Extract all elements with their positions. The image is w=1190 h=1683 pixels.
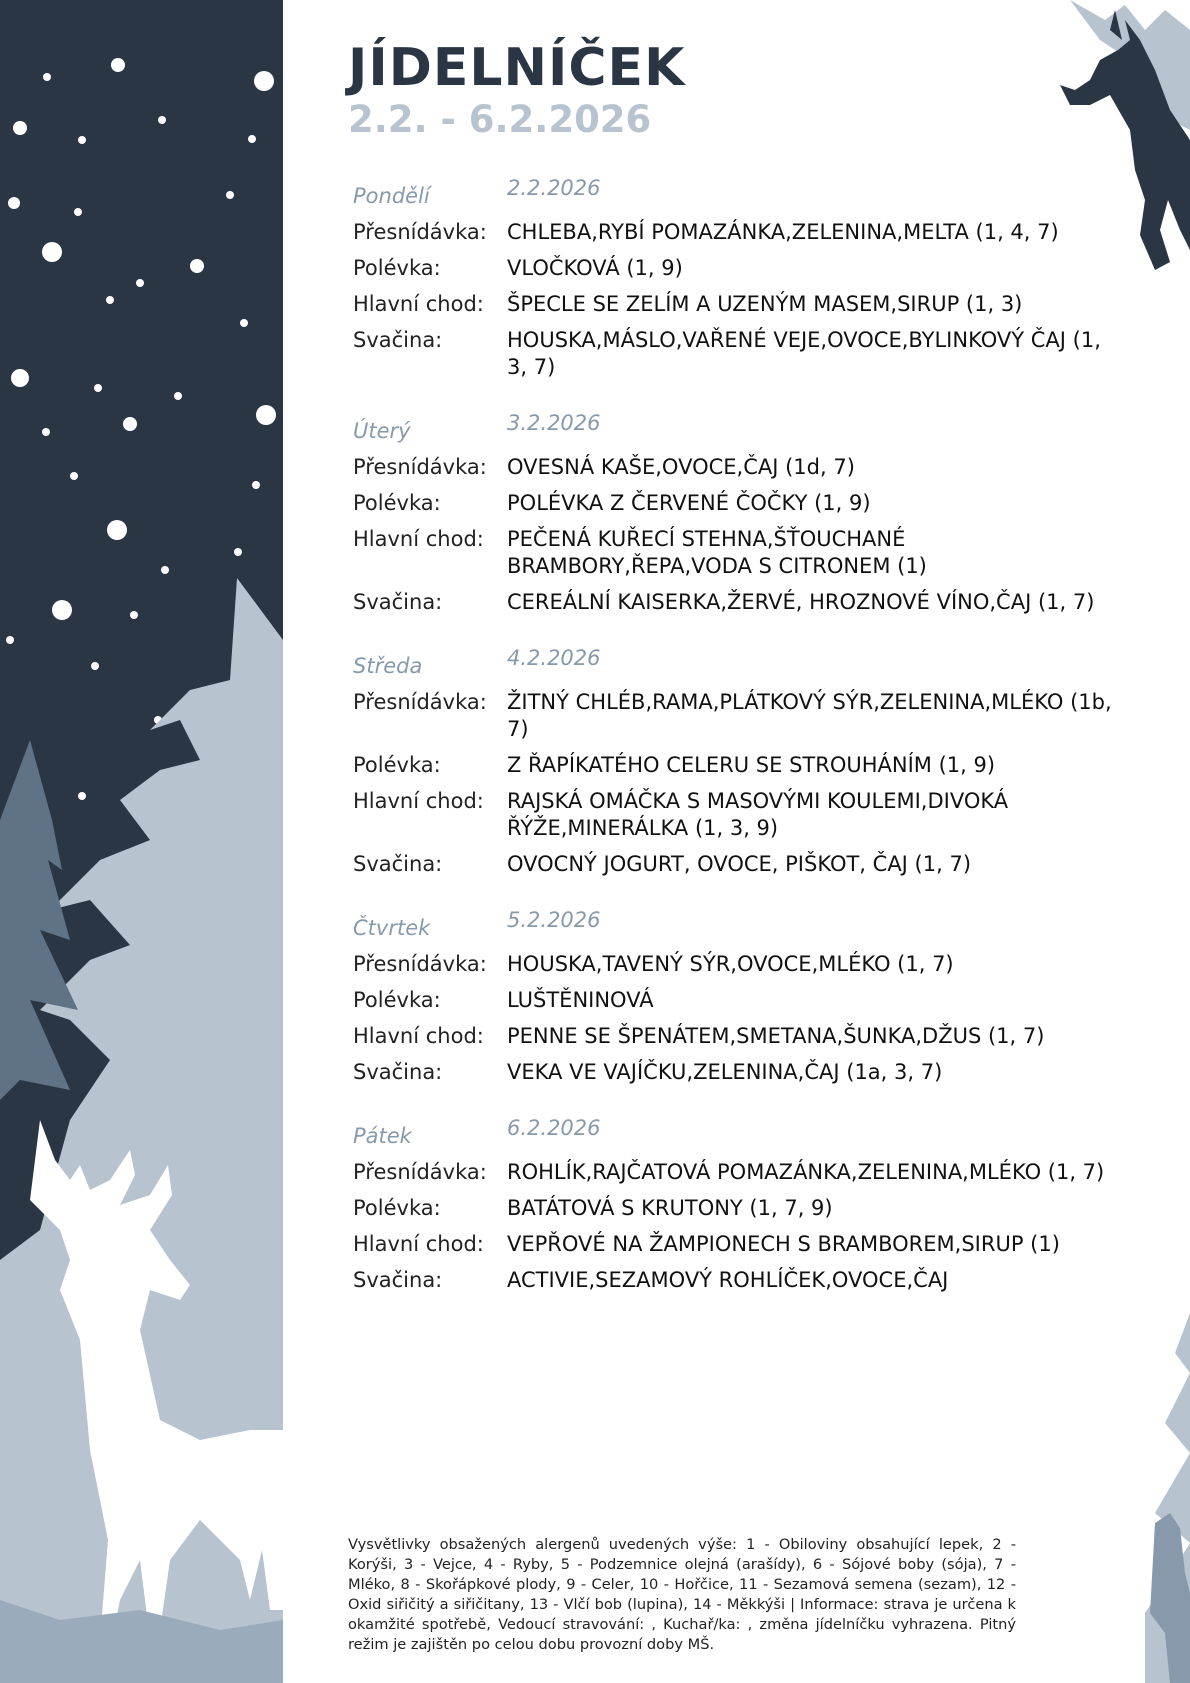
- meal-label: Polévka:: [353, 1196, 441, 1220]
- day-date: 4.2.2026: [507, 646, 601, 670]
- day-name: Čtvrtek: [353, 916, 431, 940]
- meal-row: [348, 788, 1128, 842]
- meal-text: HOUSKA,TAVENÝ SÝR,OVOCE,MLÉKO (1, 7): [507, 952, 954, 976]
- meal-label: Svačina:: [353, 1060, 443, 1084]
- meal-text: OVESNÁ KAŠE,OVOCE,ČAJ (1d, 7): [507, 455, 855, 479]
- date-range: 2.2. - 6.2.2026: [348, 98, 652, 141]
- meal-row: [348, 526, 1128, 580]
- day-header: [348, 646, 1128, 680]
- day-date: 3.2.2026: [507, 411, 601, 435]
- meal-text: BATÁTOVÁ S KRUTONY (1, 7, 9): [507, 1196, 833, 1220]
- meal-row: [348, 589, 1128, 616]
- day-section: [348, 908, 1128, 1086]
- meal-label: Polévka:: [353, 491, 441, 515]
- meal-label: Přesnídávka:: [353, 690, 487, 714]
- day-header: [348, 908, 1128, 942]
- meal-text: ŠPECLE SE ZELÍM A UZENÝM MASEM,SIRUP (1, 3): [507, 292, 1023, 316]
- meal-row: [348, 1059, 1128, 1086]
- meal-label: Přesnídávka:: [353, 952, 487, 976]
- meal-label: Přesnídávka:: [353, 455, 487, 479]
- day-header: [348, 176, 1128, 210]
- meal-text: Z ŘAPÍKATÉHO CELERU SE STROUHÁNÍM (1, 9): [507, 753, 996, 777]
- meal-row: [348, 454, 1128, 481]
- meal-label: Přesnídávka:: [353, 220, 487, 244]
- meal-label: Hlavní chod:: [353, 527, 484, 551]
- meal-text: ŽITNÝ CHLÉB,RAMA,PLÁTKOVÝ SÝR,ZELENINA,MLÉKO (1b, 7): [507, 690, 1112, 741]
- meal-label: Přesnídávka:: [353, 1160, 487, 1184]
- page-title: JÍDELNÍČEK: [348, 38, 686, 98]
- meal-row: [348, 1267, 1128, 1294]
- meal-text: PEČENÁ KUŘECÍ STEHNA,ŠŤOUCHANÉ BRAMBORY,ŘEPA,VODA S CITRONEM (1): [507, 527, 927, 578]
- meal-row: [348, 951, 1128, 978]
- meal-text: VLOČKOVÁ (1, 9): [507, 256, 683, 280]
- meal-label: Hlavní chod:: [353, 1232, 484, 1256]
- meal-row: [348, 1023, 1128, 1050]
- day-date: 5.2.2026: [507, 908, 601, 932]
- menu-content: [348, 38, 1128, 1294]
- meal-label: Hlavní chod:: [353, 789, 484, 813]
- meal-label: Hlavní chod:: [353, 292, 484, 316]
- meal-row: [348, 1231, 1128, 1258]
- winter-forest-illustration: [0, 0, 283, 1683]
- meal-row: [348, 490, 1128, 517]
- meal-text: LUŠTĚNINOVÁ: [507, 988, 654, 1012]
- meal-text: ROHLÍK,RAJČATOVÁ POMAZÁNKA,ZELENINA,MLÉKO (1, 7): [507, 1160, 1105, 1184]
- meal-label: Hlavní chod:: [353, 1024, 484, 1048]
- day-name: Středa: [353, 654, 423, 678]
- meal-row: [348, 1159, 1128, 1186]
- day-section: [348, 1116, 1128, 1294]
- days-list: [348, 176, 1128, 1294]
- meal-row: [348, 255, 1128, 282]
- meal-label: Svačina:: [353, 852, 443, 876]
- meal-row: [348, 219, 1128, 246]
- day-header: [348, 1116, 1128, 1150]
- meal-text: CHLEBA,RYBÍ POMAZÁNKA,ZELENINA,MELTA (1, 4, 7): [507, 220, 1059, 244]
- meal-row: [348, 689, 1128, 743]
- meal-text: RAJSKÁ OMÁČKA S MASOVÝMI KOULEMI,DIVOKÁ ŘÝŽE,MINERÁLKA (1, 3, 9): [507, 789, 1009, 840]
- day-date: 6.2.2026: [507, 1116, 601, 1140]
- meal-row: [348, 291, 1128, 318]
- day-name: Úterý: [353, 419, 411, 443]
- day-name: Pátek: [353, 1124, 412, 1148]
- meal-row: [348, 327, 1128, 381]
- meal-text: OVOCNÝ JOGURT, OVOCE, PIŠKOT, ČAJ (1, 7): [507, 852, 972, 876]
- deer-bottom-corner: [1145, 1313, 1190, 1683]
- day-header: [348, 411, 1128, 445]
- meal-text: CEREÁLNÍ KAISERKA,ŽERVÉ, HROZNOVÉ VÍNO,ČAJ (1, 7): [507, 590, 1095, 614]
- winter-illustration-panel: [0, 0, 283, 1683]
- meal-row: [348, 752, 1128, 779]
- meal-label: Polévka:: [353, 753, 441, 777]
- day-date: 2.2.2026: [507, 176, 601, 200]
- meal-row: [348, 851, 1128, 878]
- meal-label: Polévka:: [353, 256, 441, 280]
- meal-text: ACTIVIE,SEZAMOVÝ ROHLÍČEK,OVOCE,ČAJ: [507, 1268, 949, 1292]
- meal-label: Svačina:: [353, 1268, 443, 1292]
- meal-label: Svačina:: [353, 590, 443, 614]
- day-section: [348, 176, 1128, 381]
- meal-label: Svačina:: [353, 328, 443, 352]
- meal-text: PENNE SE ŠPENÁTEM,SMETANA,ŠUNKA,DŽUS (1, 7): [507, 1024, 1045, 1048]
- meal-row: [348, 987, 1128, 1014]
- meal-text: POLÉVKA Z ČERVENÉ ČOČKY (1, 9): [507, 491, 871, 515]
- meal-text: VEPŘOVÉ NA ŽAMPIONECH S BRAMBOREM,SIRUP (1): [507, 1232, 1060, 1256]
- meal-label: Polévka:: [353, 988, 441, 1012]
- meal-text: HOUSKA,MÁSLO,VAŘENÉ VEJE,OVOCE,BYLINKOVÝ ČAJ (1, 3, 7): [507, 328, 1101, 379]
- day-section: [348, 411, 1128, 616]
- allergen-footnote: Vysvětlivky obsažených alergenů uvedených výše: 1 - Obiloviny obsahující lepek, 2 - Korýši, 3 - Vejce, 4 - Ryby, 5 - Podzemnice olejná (arašídy), 6 - Sójové boby (sója), 7 - Mléko, 8 - Skořápkové plody, 9 - Celer, 10 - Hořčice, 11 - Sezamová semena (sezam), 12 - Oxid siřičitý a siřičitany, 13 - Vlčí bob (lupina), 14 - Měkkýši | Informace: strava je určena k okamžité spotřebě, Vedoucí stravování: , Kuchař/ka: , změna jídelníčku vyhrazena. Pitný režim je zajištěn po celou dobu provozní doby MŠ.: [348, 1536, 1016, 1653]
- day-section: [348, 646, 1128, 878]
- day-name: Pondělí: [353, 184, 430, 208]
- meal-row: [348, 1195, 1128, 1222]
- meal-text: VEKA VE VAJÍČKU,ZELENINA,ČAJ (1a, 3, 7): [507, 1060, 943, 1084]
